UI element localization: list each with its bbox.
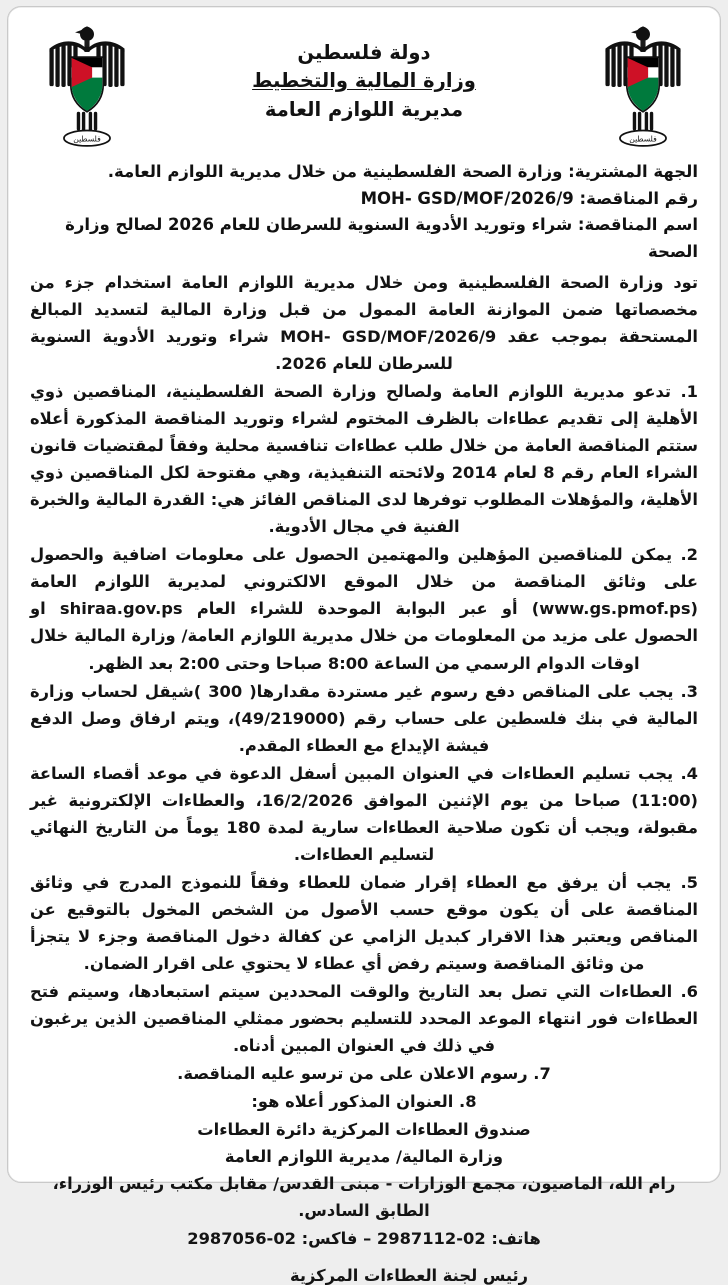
address-line-location: رام الله، الماصيون، مجمع الوزارات - مبنى القدس/ مقابل مكتب رئيس الوزراء، الطابق السادس. — [52, 1174, 676, 1221]
svg-text:فلسطين: فلسطين — [629, 134, 657, 144]
clause-1: 1. تدعو مديرية اللوازم العامة ولصالح وزارة الصحة الفلسطينية، المناقصين ذوي الأهلية إلى تقديم عطاءات بالظرف المختوم لشراء وتوريد المناقصة المذكورة أعلاه ستتم المناقصة العامة من خلال طلب عطاءات تنافسية محلية وفقاً لمقتضيات قانون الشراء العام رقم 8 لعام 2014 ولائحته التنفيذية، وهي مفتوحة لكل المناقصين ذوي الأهلية، والمؤهلات المطلوب توفرها لدى المناقص الفائز هي: القدرة المالية والخبرة الفنية في مجال الأدوية. — [30, 382, 698, 537]
clause-8: 8. العنوان المذكور أعلاه هو: — [251, 1092, 477, 1112]
svg-text:فلسطين: فلسطين — [73, 134, 101, 144]
tender-number-line — [30, 186, 698, 213]
state-title: دولة فلسطين — [297, 41, 431, 64]
ministry-title: وزارة المالية والتخطيط — [252, 69, 476, 93]
document-card — [7, 6, 721, 1285]
header-title-block — [30, 21, 698, 124]
clause-6: 6. العطاءات التي تصل بعد التاريخ والوقت المحددين سيتم استبعادها، وسيتم فتح العطاءات فور انتهاء الموعد المحدد للتسليم بحضور ممثلي المناقصين الذين يرغبون في ذلك في العنوان المبين أدناه. — [30, 982, 698, 1056]
palestine-eagle-emblem — [44, 23, 130, 151]
tender-name: اسم المناقصة: شراء وتوريد الأدوية السنوية للسرطان للعام 2026 لصالح وزارة الصحة — [65, 215, 698, 262]
clause-5: 5. يجب أن يرفق مع العطاء إقرار ضمان للعطاء وفقاً للنموذج المدرج في وثائق المناقصة على أن يكون موقع حسب الأصول من الشخص المخول بالتوقيع عن المناقص ويعتبر هذا الاقرار كبديل الزامي عن كفالة دخول المناقصة وجزء لا يتجزأ من وثائق المناقصة وسيتم رفض أي عطاء لا يحتوي على اقرار الضمان. — [30, 872, 698, 974]
directorate-title: مديرية اللوازم العامة — [264, 97, 464, 121]
tender-body — [30, 269, 698, 1115]
purchasing-entity: الجهة المشترية: وزارة الصحة الفلسطينية من خلال مديرية اللوازم العامة. — [107, 162, 698, 181]
document-header — [30, 21, 698, 153]
tender-number-label: رقم المناقصة: — [579, 188, 698, 208]
clause-2: 2. يمكن للمناقصين المؤهلين والمهتمين الحصول على معلومات اضافية والحصول على وثائق المناقصة من خلال الموقع الالكتروني لمديرية اللوازم العامة (www.gs.pmof.ps) أو عبر البوابة الموحدة للشراء العام shiraa.gov.ps او الحصول على مزيد من المعلومات من خلال مديرية اللوازم العامة/ وزارة المالية خلال اوقات الدوام الرسمي من الساعة 8:00 صباحا وحتى 2:00 بعد الظهر. — [30, 545, 698, 673]
contact-phone-fax: هاتف: 02-2987112 – فاكس: 02-2987056 — [187, 1228, 541, 1248]
clause-7: 7. رسوم الاعلان على من ترسو عليه المناقصة. — [177, 1064, 551, 1084]
address-line-tender-box: صندوق العطاءات المركزية دائرة العطاءات — [197, 1120, 531, 1140]
clause-4: 4. يجب تسليم العطاءات في العنوان المبين أسفل الدعوة في موعد أقصاء الساعة (11:00) صباحا من يوم الإثنين الموافق 16/2/2026، والعطاءات الإلكترونية غير مقبولة، ويجب أن تكون صلاحية العطاءات سارية لمدة 180 يوماً من التاريخ النهائي لتسليم العطاءات. — [30, 763, 698, 864]
address-line-ministry: وزارة المالية/ مديرية اللوازم العامة — [224, 1147, 504, 1167]
palestine-eagle-emblem — [600, 23, 686, 151]
tender-meta-block — [30, 159, 698, 266]
intro-paragraph: تود وزارة الصحة الفلسطينية ومن خلال مديرية اللوازم العامة استخدام جزء من مخصصاتها ضمن الموازنة العامة الممول من قبل وزارة المالية لتسديد المبالغ المستحقة بموجب عقد MOH- GSD/MOF/2026/9 شراء وتوريد الأدوية السنوية للسرطان للعام 2026. — [30, 272, 698, 374]
address-block — [30, 1116, 698, 1251]
signature-line: رئيس لجنة العطاءات المركزية — [290, 1265, 528, 1285]
tender-number-value: MOH- GSD/MOF/2026/9 — [360, 188, 574, 208]
clause-3: 3. يجب على المناقص دفع رسوم غير مستردة مقدارها( 300 )شيقل لحساب وزارة المالية في بنك فلسطين على حساب رقم (49/219000)، ويتم ارفاق وصل الدفع فيشة الإيداع مع العطاء المقدم. — [30, 681, 698, 755]
